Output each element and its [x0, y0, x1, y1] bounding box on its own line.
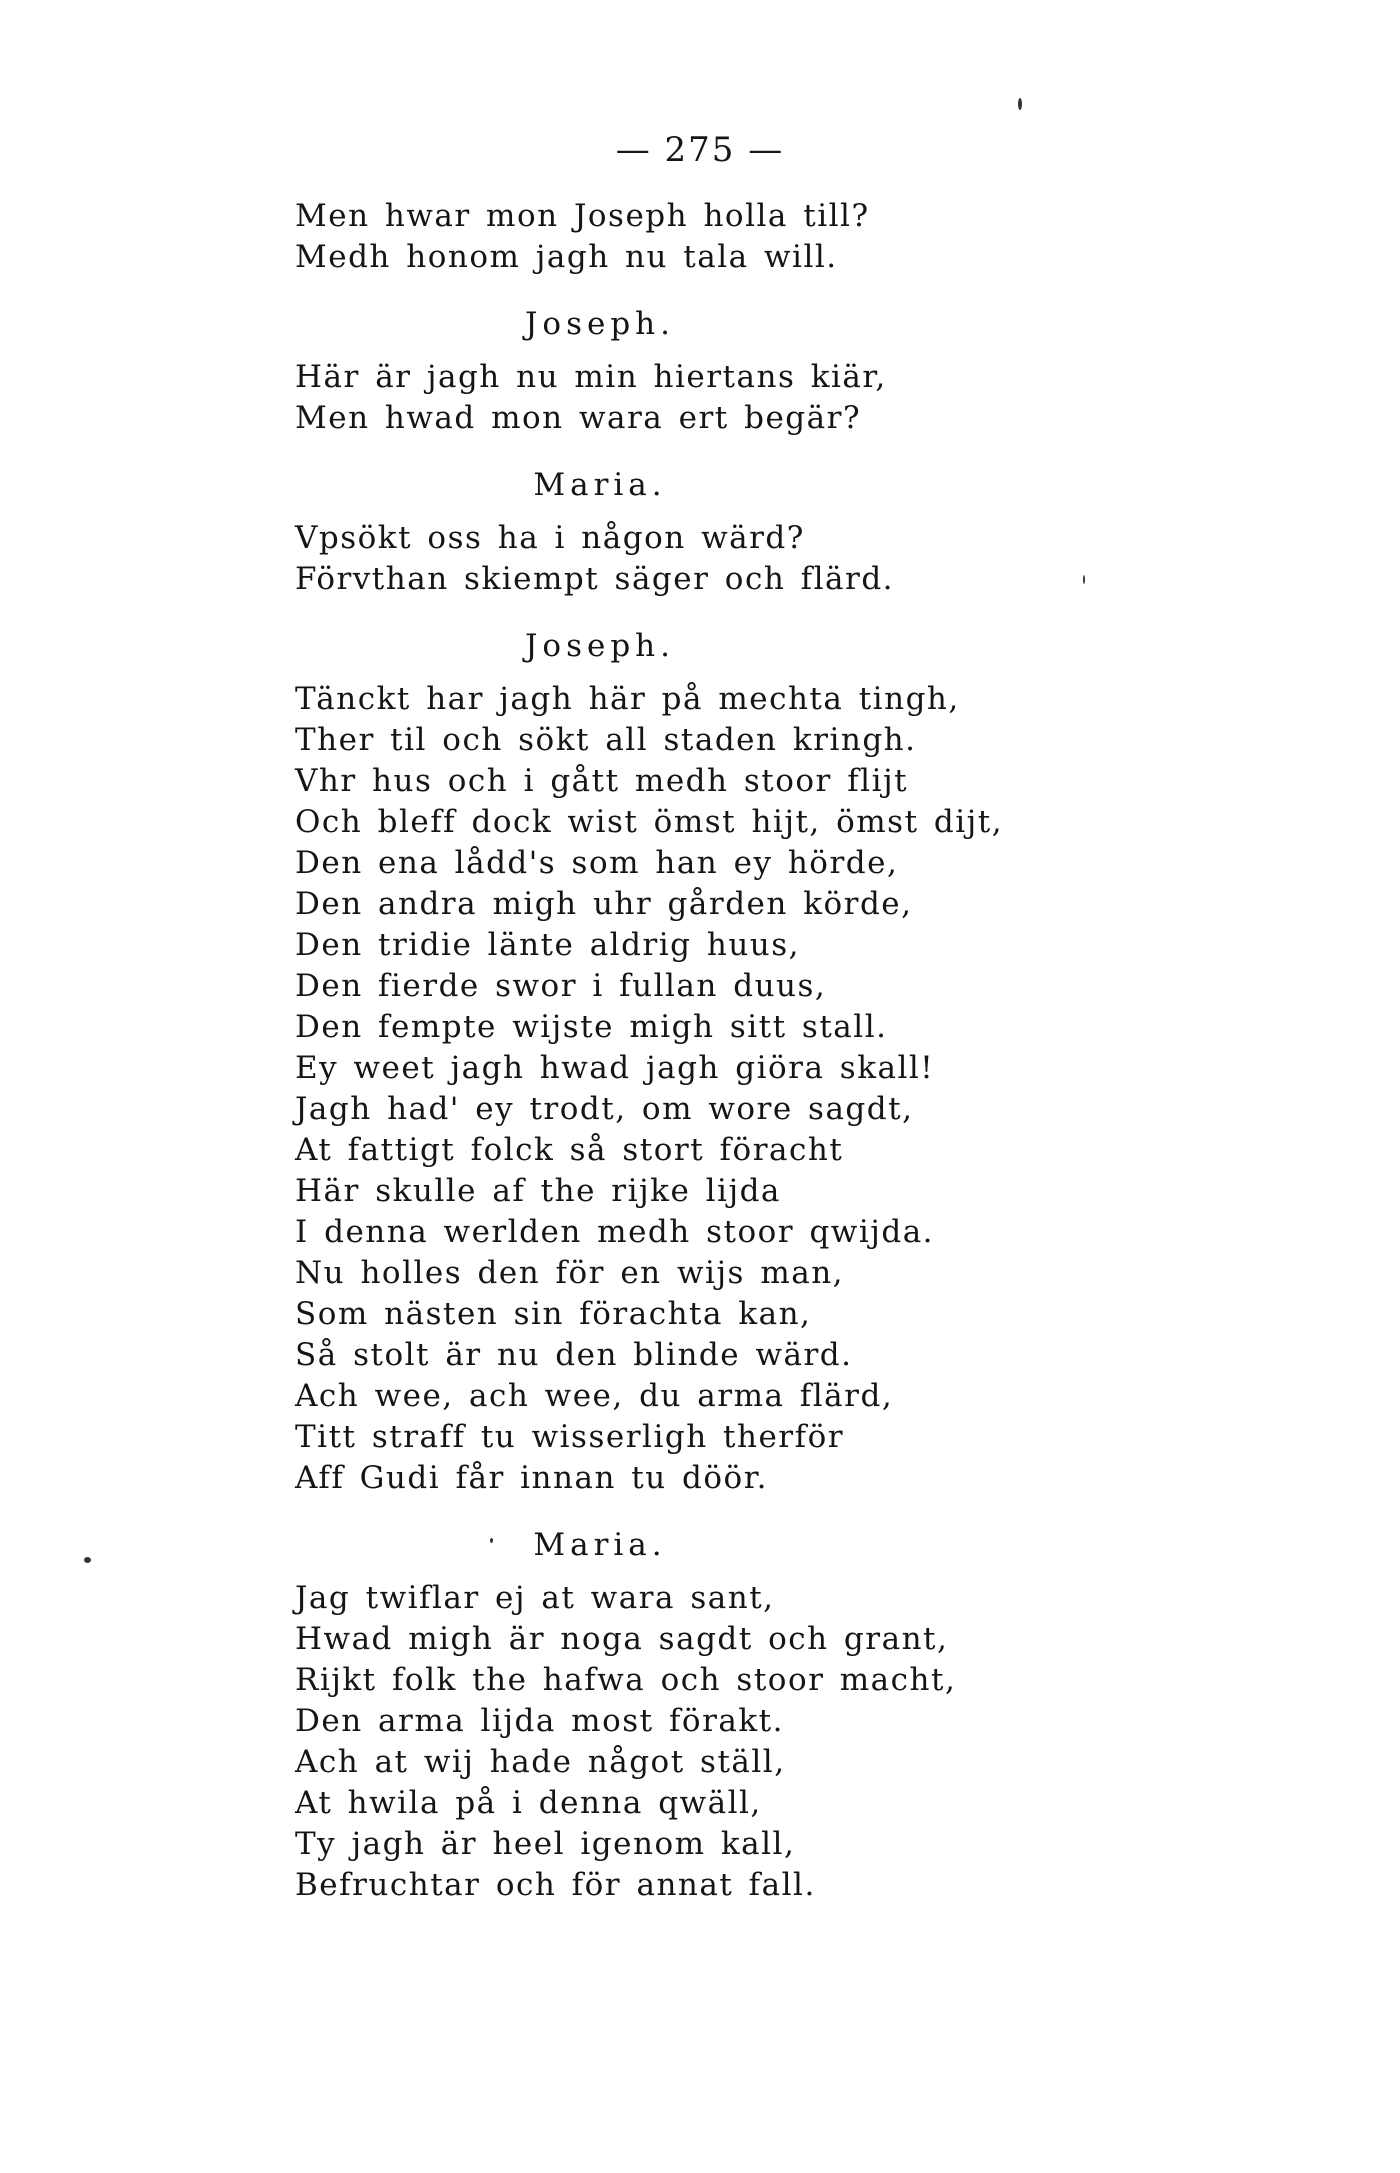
- print-speck: [1083, 575, 1085, 584]
- print-speck: [84, 1557, 91, 1563]
- verse-line: Ther til och sökt all staden kringh.: [295, 722, 917, 758]
- verse-line: I denna werlden medh stoor qwijda.: [295, 1214, 935, 1250]
- verse-line: Och bleff dock wist ömst hijt, ömst dijt,: [295, 804, 1004, 840]
- verse-line: Tänckt har jagh här på mechta tingh,: [295, 681, 960, 717]
- verse-line: Men hwar mon Joseph holla till?: [295, 198, 870, 234]
- verse-line: Men hwad mon wara ert begär?: [295, 400, 862, 436]
- verse-line: At fattigt folck så stort föracht: [295, 1132, 844, 1168]
- verse-line: Rijkt folk the hafwa och stoor macht,: [295, 1662, 957, 1698]
- speaker-name: Joseph.: [524, 628, 675, 664]
- verse-line: Här skulle af the rijke lijda: [295, 1173, 781, 1209]
- print-speck: [1018, 98, 1022, 110]
- verse-line: Den arma lijda most förakt.: [295, 1703, 784, 1739]
- verse-line: Ey weet jagh hwad jagh giöra skall!: [295, 1050, 935, 1086]
- verse-line: Titt straff tu wisserligh therför: [295, 1419, 845, 1455]
- verse-line: Så stolt är nu den blinde wärd.: [295, 1337, 853, 1373]
- verse-line: Ach at wij hade något ställ,: [295, 1744, 786, 1780]
- page-number: — 275 —: [615, 130, 785, 170]
- verse-line: Vpsökt oss ha i någon wärd?: [295, 520, 805, 556]
- verse-line: Hwad migh är noga sagdt och grant,: [295, 1621, 949, 1657]
- verse-line: Ach wee, ach wee, du arma flärd,: [295, 1378, 894, 1414]
- verse-line: Den fempte wijste migh sitt stall.: [295, 1009, 888, 1045]
- speaker-name: Maria.: [533, 1527, 667, 1563]
- verse-line: Ty jagh är heel igenom kall,: [295, 1826, 796, 1862]
- speech-joseph-2: [295, 626, 1195, 1499]
- verse-line: Jag twiflar ej at wara sant,: [295, 1580, 775, 1616]
- verse-line: Den andra migh uhr gården körde,: [295, 886, 913, 922]
- opening-stanza: [295, 196, 1195, 278]
- verse-line: Befruchtar och för annat fall.: [295, 1867, 816, 1903]
- verse-line: Förvthan skiempt säger och flärd.: [295, 561, 895, 597]
- verse-line: Vhr hus och i gått medh stoor flijt: [295, 763, 909, 799]
- verse-line: Nu holles den för en wijs man,: [295, 1255, 845, 1291]
- verse-line: Här är jagh nu min hiertans kiär,: [295, 359, 887, 395]
- verse-line: At hwila på i denna qwäll,: [295, 1785, 762, 1821]
- print-speck: [490, 1538, 493, 1543]
- speaker-name: Joseph.: [524, 306, 675, 342]
- speech-maria-2: [295, 1525, 1195, 1906]
- verse-line: Aff Gudi får innan tu döör.: [295, 1460, 768, 1496]
- speaker-name: Maria.: [533, 467, 667, 503]
- verse-line: Den fierde swor i fullan duus,: [295, 968, 827, 1004]
- speech-maria-1: [295, 465, 1195, 600]
- verse-line: Jagh had' ey trodt, om wore sagdt,: [295, 1091, 914, 1127]
- verse-line: Medh honom jagh nu tala will.: [295, 239, 838, 275]
- verse-line: Den ena lådd's som han ey hörde,: [295, 845, 899, 881]
- verse-line: Som nästen sin förachta kan,: [295, 1296, 812, 1332]
- verse-text: [295, 196, 1195, 1906]
- verse-line: Den tridie länte aldrig huus,: [295, 927, 801, 963]
- speech-joseph-1: [295, 304, 1195, 439]
